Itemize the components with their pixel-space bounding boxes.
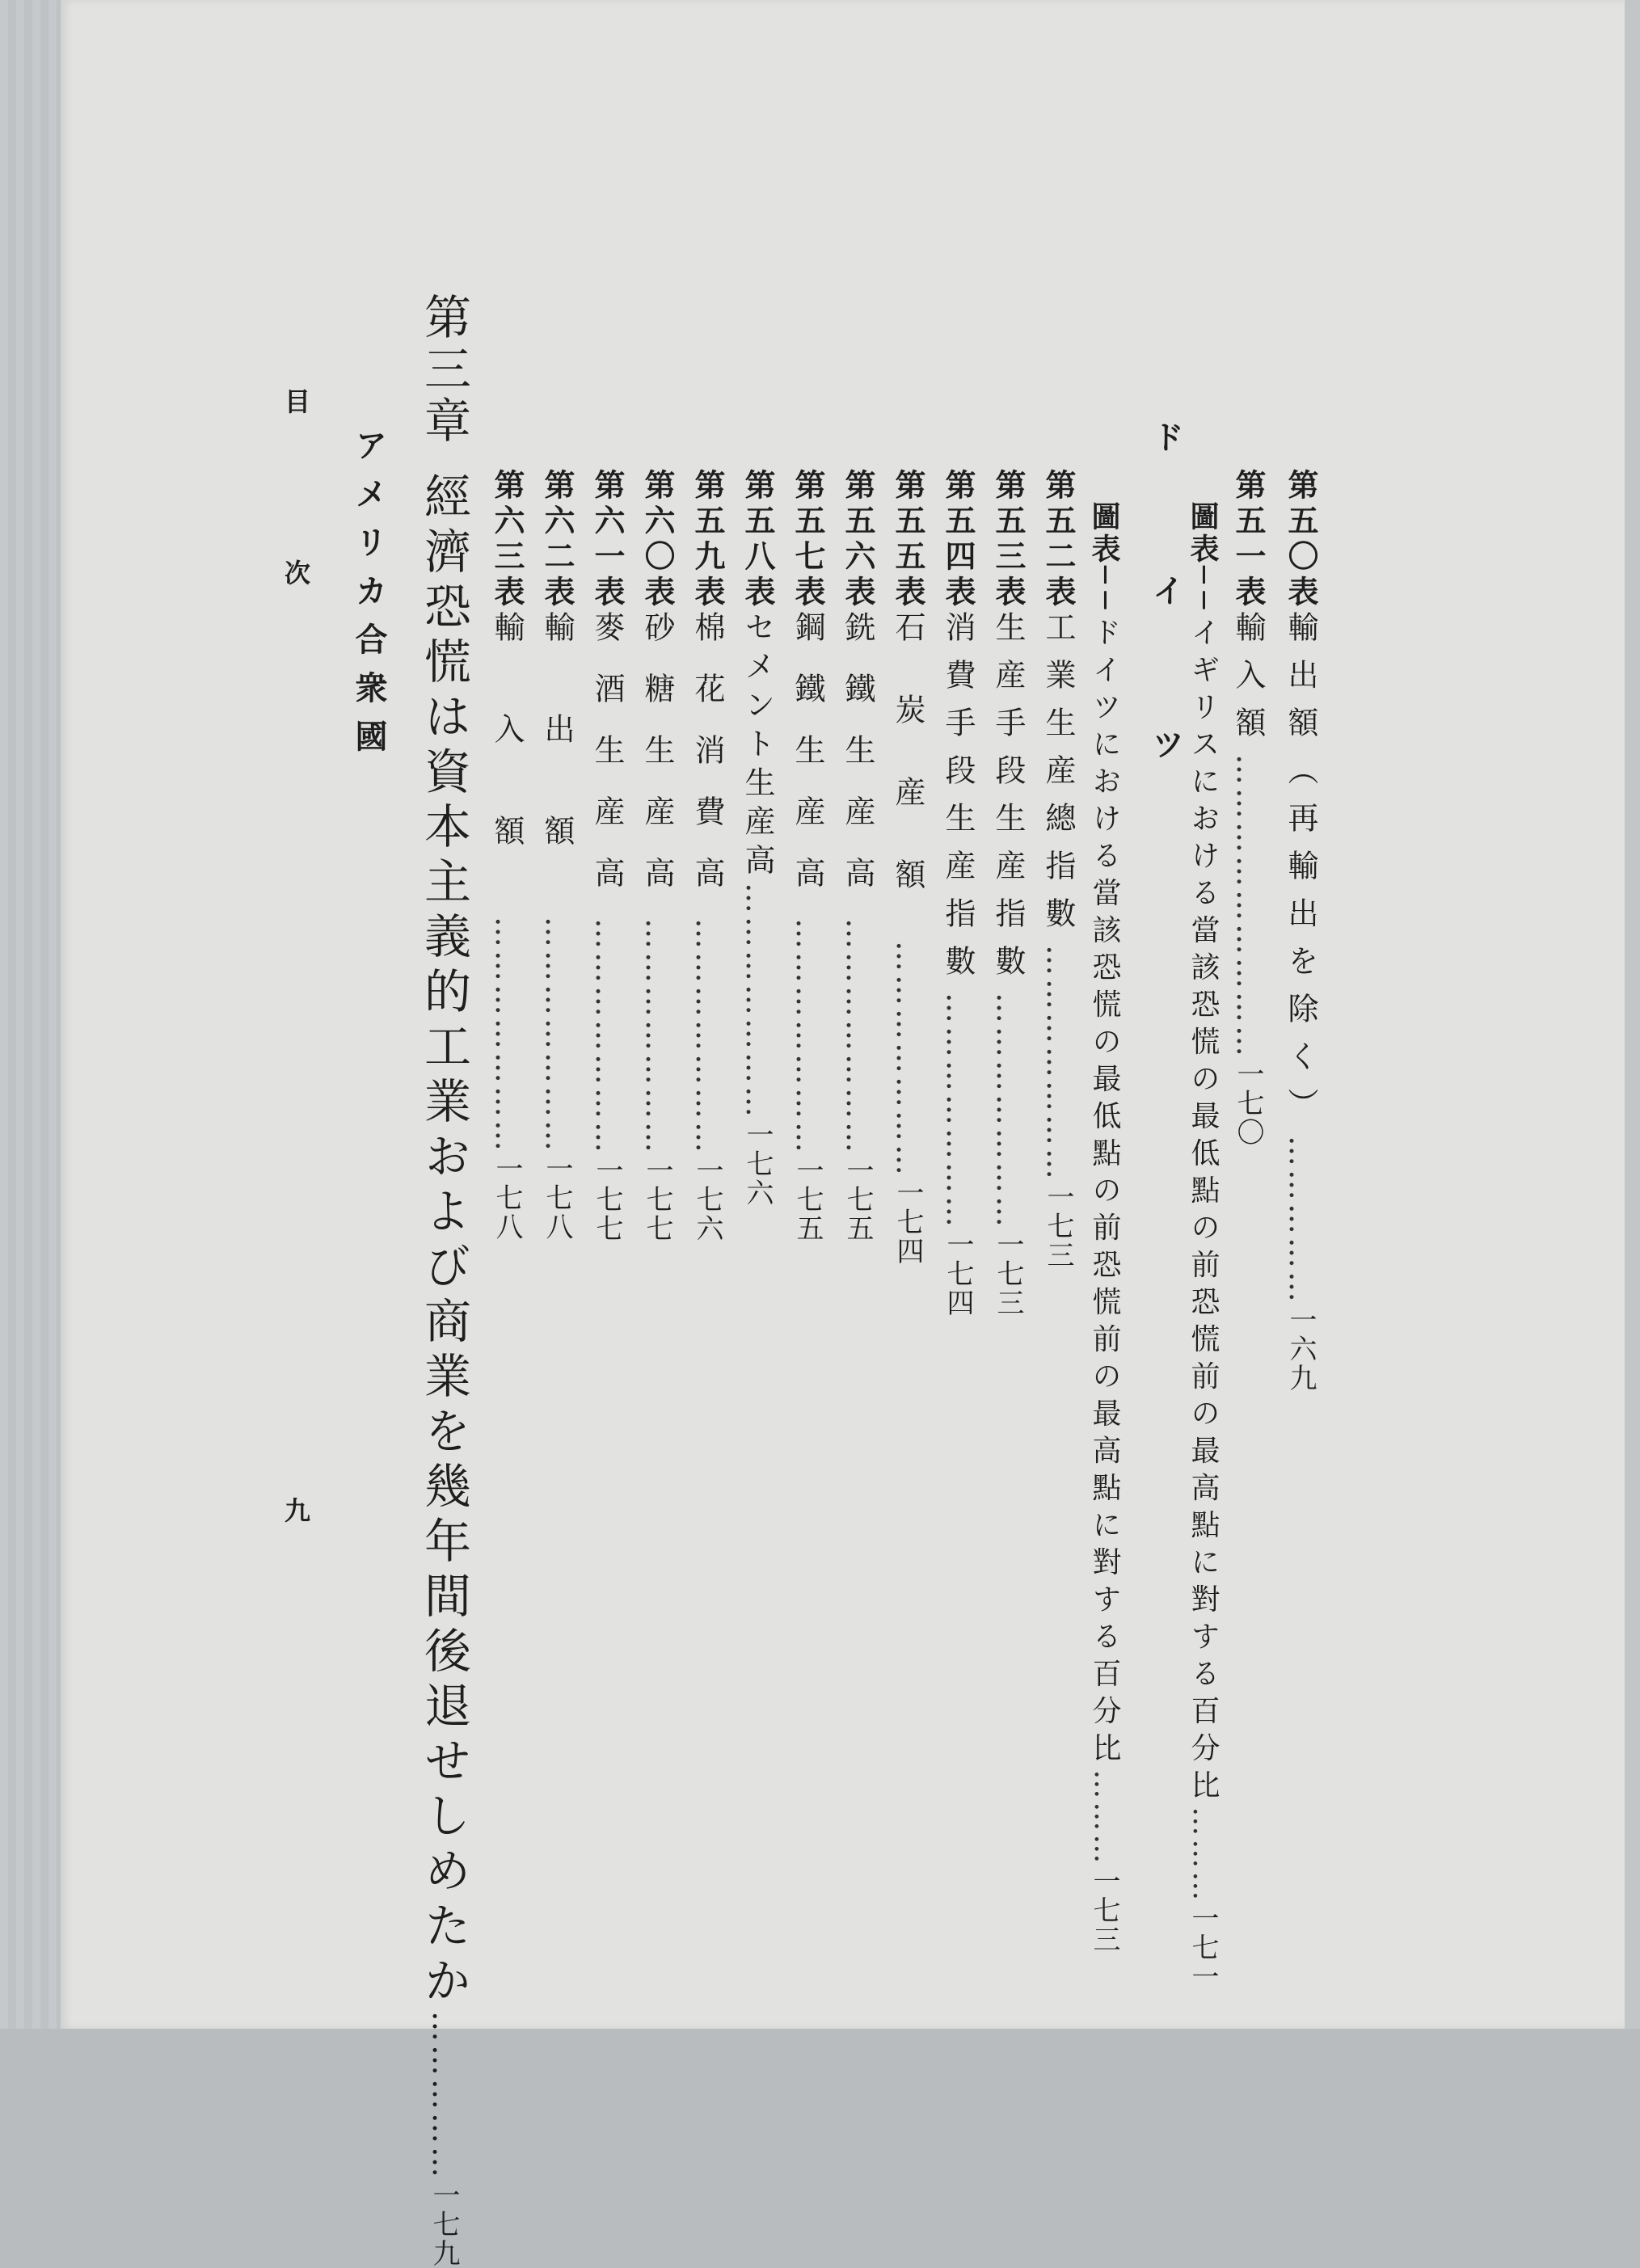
toc-entry-chart-britain bbox=[1186, 501, 1220, 1992]
entry-label: 圖表 bbox=[1186, 501, 1220, 566]
entry-title: 工業生産總指數 bbox=[1040, 611, 1076, 945]
entry-title: 銑鐵生産高 bbox=[840, 611, 875, 918]
running-header: 目次 bbox=[280, 388, 311, 731]
entry-leader: ………………… bbox=[1040, 945, 1076, 1182]
toc-entry-58 bbox=[740, 469, 776, 1871]
entry-page: 一七五 bbox=[791, 1156, 824, 1243]
toc-entry-62 bbox=[539, 469, 575, 1871]
entry-title: 砂糖生産高 bbox=[639, 611, 675, 918]
chapter-3-entry bbox=[416, 293, 471, 2268]
entry-leader: ………………… bbox=[740, 883, 775, 1120]
entry-page: 一七六 bbox=[691, 1156, 723, 1243]
entry-page: 一七七 bbox=[591, 1156, 623, 1243]
entry-label: 第五一表 bbox=[1230, 469, 1267, 611]
chapter-title: 經濟恐慌は資本主義的工業および商業を幾年間後退せしめたか bbox=[416, 472, 471, 2011]
entry-leader: ………………… bbox=[890, 941, 925, 1178]
chapter-leader: …………… bbox=[426, 2011, 462, 2181]
toc-entry-57 bbox=[790, 469, 826, 1871]
entry-title: ──ドイツにおける當該恐慌の最低點の前恐慌前の最高點に對する百分比 bbox=[1088, 566, 1121, 1770]
entry-title: 消費手段生産指數 bbox=[940, 611, 976, 993]
entry-page: 一七〇 bbox=[1232, 1060, 1264, 1147]
toc-entry-53 bbox=[990, 469, 1027, 1871]
entry-leader: ………………… bbox=[990, 993, 1026, 1230]
entry-leader: ………………… bbox=[489, 917, 525, 1154]
toc-entry-50 bbox=[1283, 469, 1319, 1871]
entry-label: 第五四表 bbox=[940, 469, 976, 611]
entry-label: 第五〇表 bbox=[1283, 469, 1319, 611]
entry-leader: ……………………… bbox=[1230, 754, 1266, 1060]
entry-title: 生産手段生産指數 bbox=[990, 611, 1026, 993]
section-usa: アメリカ合衆國 bbox=[350, 428, 388, 768]
toc-entry-56 bbox=[840, 469, 876, 1871]
entry-label: 第六二表 bbox=[539, 469, 575, 611]
chapter-label: 第三章 bbox=[416, 293, 471, 448]
entry-label: 第五七表 bbox=[790, 469, 826, 611]
entry-leader: ………………… bbox=[689, 918, 725, 1156]
toc-entry-55 bbox=[890, 469, 926, 1871]
toc-entry-61 bbox=[589, 469, 626, 1871]
entry-page: 一六九 bbox=[1284, 1305, 1317, 1393]
entry-title: 輸出額 bbox=[539, 611, 575, 917]
entry-label: 第五九表 bbox=[689, 469, 726, 611]
entry-label: 第五三表 bbox=[990, 469, 1027, 611]
toc-entry-52 bbox=[1040, 469, 1077, 1871]
entry-leader: ……… bbox=[1088, 1769, 1121, 1867]
entry-label: 第五五表 bbox=[890, 469, 926, 611]
entry-label: 第五六表 bbox=[840, 469, 876, 611]
entry-page: 一七四 bbox=[892, 1178, 924, 1266]
entry-leader: ……… bbox=[1187, 1806, 1220, 1904]
entry-title: 輸入額 bbox=[489, 611, 525, 917]
entry-label: 第五二表 bbox=[1040, 469, 1077, 611]
entry-page: 一七一 bbox=[1187, 1903, 1219, 1992]
entry-page: 一七三 bbox=[1042, 1182, 1074, 1270]
entry-label: 第六三表 bbox=[489, 469, 525, 611]
entry-title: 棉花消費高 bbox=[689, 611, 725, 918]
entry-leader: …………… bbox=[1283, 1136, 1318, 1305]
entry-page: 一七四 bbox=[942, 1230, 974, 1317]
entry-title: セメント生産高 bbox=[740, 611, 775, 883]
entry-leader: ………………… bbox=[840, 918, 875, 1156]
entry-label: 第六〇表 bbox=[639, 469, 676, 611]
entry-label: 圖表 bbox=[1087, 501, 1121, 566]
entry-title: 石炭産額 bbox=[890, 611, 925, 941]
entry-label: 第五八表 bbox=[740, 469, 776, 611]
chapter-page: 一七九 bbox=[428, 2181, 460, 2268]
entry-leader: ………………… bbox=[790, 918, 825, 1156]
entry-page: 一七八 bbox=[541, 1154, 573, 1241]
background-right bbox=[1625, 0, 1640, 2029]
toc-entry-63 bbox=[489, 469, 525, 1871]
entry-title: ──イギリスにおける當該恐慌の最低點の前恐慌前の最高點に對する百分比 bbox=[1187, 566, 1220, 1807]
entry-leader: ………………… bbox=[940, 993, 976, 1230]
entry-leader: ………………… bbox=[639, 918, 675, 1156]
entry-page: 一七七 bbox=[641, 1156, 673, 1243]
entry-title: 鋼鐵生産高 bbox=[790, 611, 825, 918]
toc-entry-51 bbox=[1230, 469, 1267, 1871]
toc-entry-chart-germany bbox=[1087, 501, 1121, 1954]
toc-entry-54 bbox=[940, 469, 976, 1871]
entry-page: 一七三 bbox=[1088, 1866, 1120, 1954]
entry-page: 一七三 bbox=[992, 1230, 1024, 1317]
entry-title: 輸入額 bbox=[1230, 611, 1266, 754]
entry-page: 一七六 bbox=[741, 1120, 774, 1208]
entry-leader: ………………… bbox=[539, 917, 575, 1154]
toc-entry-59 bbox=[689, 469, 726, 1871]
entry-leader: ………………… bbox=[589, 918, 625, 1156]
entry-title: 麥酒生産高 bbox=[589, 611, 625, 918]
entry-title: 輸出額（再輸出を除く） bbox=[1283, 611, 1318, 1136]
entry-label: 第六一表 bbox=[589, 469, 626, 611]
page-number: 九 bbox=[280, 1497, 311, 1523]
toc-entry-60 bbox=[639, 469, 676, 1871]
entry-page: 一七八 bbox=[491, 1154, 523, 1241]
section-germany: ドイツ bbox=[1147, 420, 1185, 881]
entry-page: 一七五 bbox=[841, 1156, 874, 1243]
